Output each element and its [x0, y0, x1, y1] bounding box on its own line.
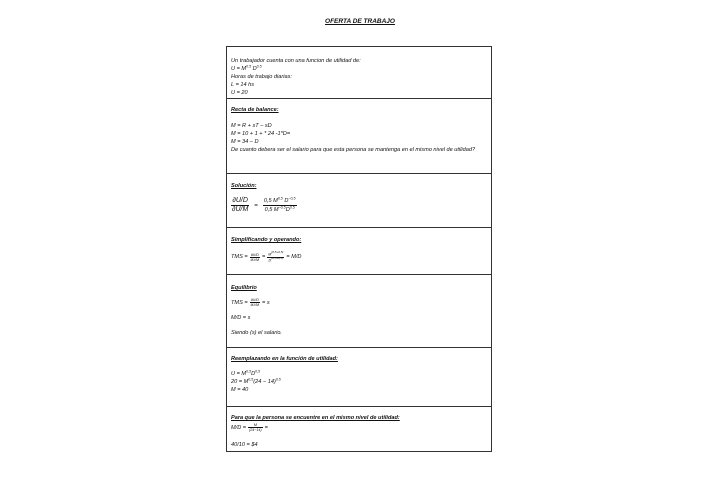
- final-equation: M/D = $\frac{M}{(24-14)}$ =: [231, 423, 268, 433]
- intro-line1: Un trabajador cuenta con una funcion de utilidad de:: [231, 58, 361, 64]
- simplify-equation: TMS = $\frac{\partial U/D}{\partial U/M}$ = $\frac{M^{(0,5+0,5)}}{D^{(0,5+0,5)}}$ = M/D: [231, 250, 302, 263]
- replace-line1: $U = M^{0,5}D^{0,5}$: [231, 369, 261, 377]
- simplify-fraction-2: $\frac{M^{(0,5+0,5)}}{D^{(0,5+0,5)}}$: [268, 250, 284, 263]
- balance-cell: [227, 99, 491, 174]
- solution-lhs-fraction: $\frac{\partial U/D}{\partial U/M}$: [232, 197, 249, 213]
- equilibrium-cell: [227, 275, 491, 348]
- solution-equation: $\frac{\partial U/D}{\partial U/M}$ = $\frac{0,5 M^{0,5} D^{-0,5}}{0,5 M^{-0,5}D^{0,5}}$: [232, 196, 296, 213]
- balance-line1: M = R + sT – sD: [231, 123, 272, 129]
- page-title: OFERTA DE TRABAJO: [325, 18, 395, 25]
- simplify-fraction-1: $\frac{\partial U/D}{\partial U/M}$: [250, 252, 260, 262]
- equilibrium-line3: Siendo (s) el salario.: [231, 330, 282, 337]
- balance-heading: Recta de balance:: [231, 107, 279, 113]
- final-result: 40/10 = $4: [231, 442, 258, 449]
- content-table: [226, 46, 492, 452]
- equilibrium-fraction: $\frac{\partial U/D}{\partial U/M}$: [250, 298, 260, 308]
- intro-cell: [227, 47, 491, 99]
- balance-line3: M = 34 – D: [231, 139, 259, 145]
- replace-cell: [227, 348, 491, 407]
- solution-heading: Solución:: [231, 183, 257, 189]
- utility-function: $U = M^{0.5}$ $D^{0.5}$: [231, 64, 262, 72]
- intro-line3: Horas de trabajo diarias:: [231, 74, 292, 80]
- replace-heading: Reemplazando en la función de utilidad:: [231, 356, 338, 362]
- replace-line2: $20 = M^{0,5}(24 - 14)^{0,5}$: [231, 377, 281, 385]
- intro-line5: U = 20: [231, 90, 248, 96]
- solution-rhs-fraction: $\frac{0,5 M^{0,5} D^{-0,5}}{0,5 M^{-0,5}D^{0,5}}$: [263, 196, 296, 213]
- equilibrium-line2: M/D = s: [231, 315, 251, 322]
- replace-line3: M = 40: [231, 387, 249, 393]
- equilibrium-equation: TMS = $\frac{\partial U/D}{\partial U/M}$ = s: [231, 298, 270, 308]
- solution-cell: [227, 174, 491, 228]
- simplify-heading: Simplificando y operando:: [231, 237, 302, 243]
- equilibrium-heading: Equilibrio: [231, 285, 257, 291]
- simplify-cell: [227, 228, 491, 275]
- final-heading: Para que la persona se encuentre en el mismo nivel de utilidad:: [231, 415, 400, 421]
- final-fraction: $\frac{M}{(24-14)}$: [249, 423, 262, 433]
- balance-question: De cuanto debera ser el salario para que esta persona se mantenga en el mismo nivel de utilidad?: [231, 147, 476, 153]
- balance-line2: M = 10 + 1 + * 24 -1*D=: [231, 131, 291, 137]
- intro-line4: L = 14 hs: [231, 82, 255, 88]
- final-cell: [227, 407, 491, 451]
